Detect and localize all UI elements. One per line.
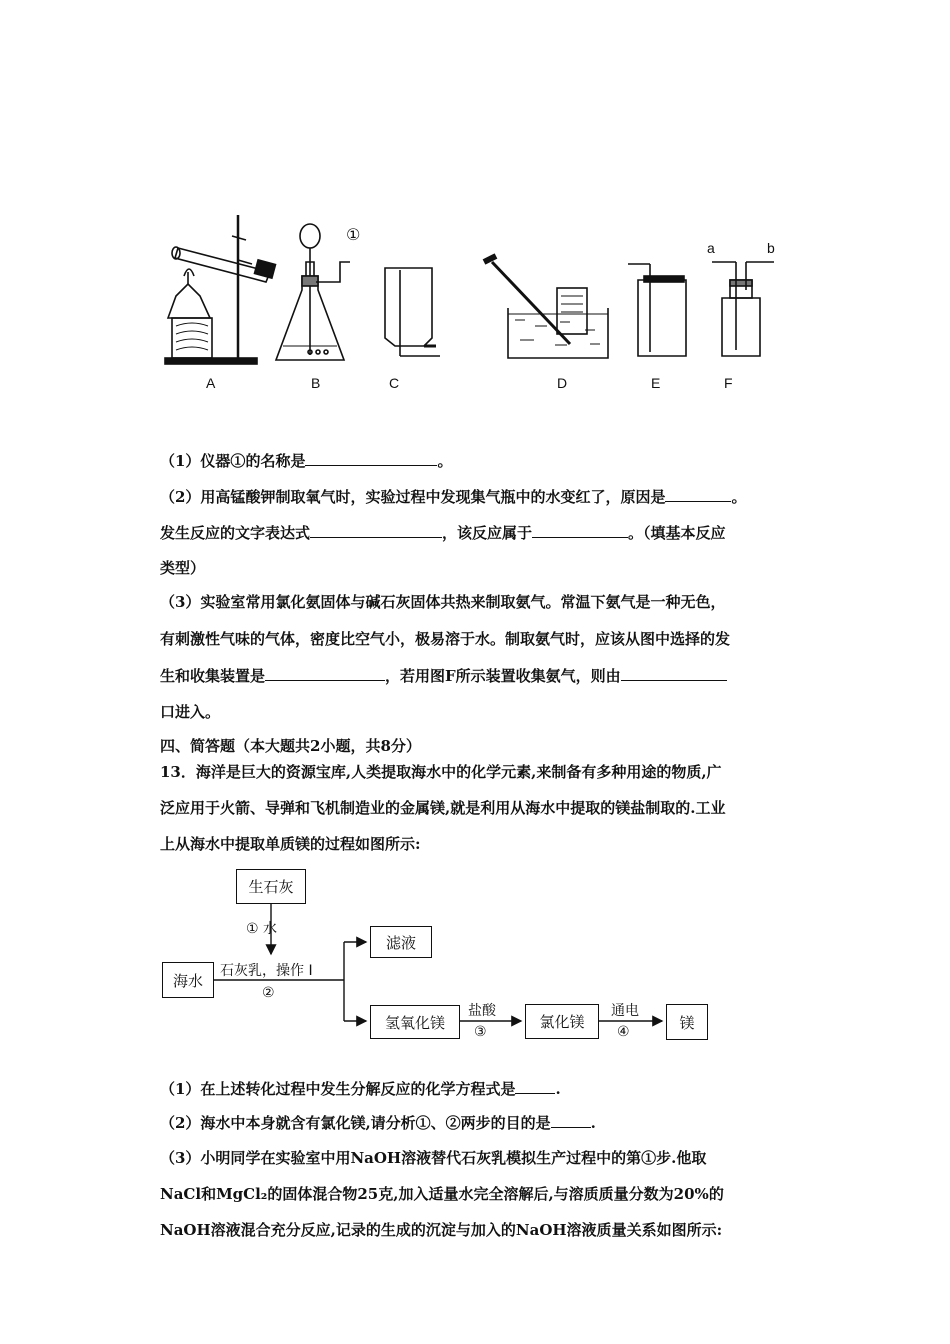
mg-hydroxide-box: 氢氧化镁: [370, 1005, 460, 1039]
q12-part2-line3: 类型）: [160, 559, 206, 577]
q13-intro-line2: 泛应用于火箭、导弹和飞机制造业的金属镁,就是利用从海水中提取的镁盐制取的.工业: [160, 799, 726, 817]
label-b: B: [311, 375, 321, 391]
q12-part2-line2: 发生反应的文字表达式 ，该反应属于 。（填基本反应: [160, 524, 726, 542]
q12-part3-line4: 口进入。: [160, 703, 221, 721]
electrolysis-label: 通电: [611, 1003, 639, 1019]
step4-number: ④: [617, 1024, 630, 1040]
q13-part3-line3: NaOH溶液混合充分反应,记录的生成的沉淀与加入的NaOH溶液质量关系如图所示:: [160, 1221, 723, 1239]
q13-part2: （2）海水中本身就含有氯化镁,请分析①、②两步的目的是 .: [160, 1114, 596, 1132]
port-a: a: [707, 240, 715, 256]
magnesium-box: 镁: [666, 1004, 708, 1040]
label-e: E: [651, 375, 661, 391]
q13-intro-line1: 13．海洋是巨大的资源宝库,人类提取海水中的化学元素,来制备有多种用途的物质,广: [160, 763, 722, 781]
label-d: D: [557, 375, 568, 391]
label-f: F: [724, 375, 733, 391]
q12-part3-line2: 有刺激性气味的气体，密度比空气小，极易溶于水。制取氨气时，应该从图中选择的发: [160, 630, 731, 648]
q12-part2-line1: （2）用高锰酸钾制取氧气时，实验过程中发现集气瓶中的水变红了，原因是 。: [160, 488, 747, 506]
funnel-marker: ①: [346, 227, 361, 244]
step2-label: 石灰乳，操作 I: [220, 963, 313, 979]
q13-part3-line1: （3）小明同学在实验室中用NaOH溶液替代石灰乳模拟生产过程中的第①步.他取: [160, 1149, 707, 1167]
q13-part3-line2: NaCl和MgCl₂的固体混合物25克,加入适量水完全溶解后,与溶质质量分数为20%的: [160, 1185, 724, 1203]
q13-part1: （1）在上述转化过程中发生分解反应的化学方程式是 .: [160, 1080, 561, 1098]
mg-chloride-box: 氯化镁: [525, 1004, 599, 1039]
q12-part3-line3: 生和收集装置是 ，若用图F所示装置收集氨气，则由: [160, 665, 727, 686]
q13-intro-line3: 上从海水中提取单质镁的过程如图所示:: [160, 835, 421, 853]
answer-blank: [515, 1078, 555, 1094]
label-c: C: [389, 375, 400, 391]
q12-part1: （1）仪器①的名称是 。: [160, 452, 453, 470]
step3-number: ③: [474, 1024, 487, 1040]
seawater-box: 海水: [162, 962, 214, 998]
step1-label: ① 水: [246, 921, 278, 937]
section-heading: 四、简答题（本大题共2小题，共8分）: [160, 737, 421, 755]
acid-label: 盐酸: [468, 1003, 496, 1019]
quicklime-box: 生石灰: [236, 869, 306, 904]
q12-part3-line1: （3）实验室常用氯化氨固体与碱石灰固体共热来制取氨气。常温下氨气是一种无色，: [160, 593, 726, 611]
step2-number: ②: [262, 985, 275, 1001]
label-a: A: [206, 375, 216, 391]
answer-blank: [551, 1112, 591, 1128]
filtrate-box: 滤液: [370, 926, 432, 958]
port-b: b: [767, 240, 775, 256]
